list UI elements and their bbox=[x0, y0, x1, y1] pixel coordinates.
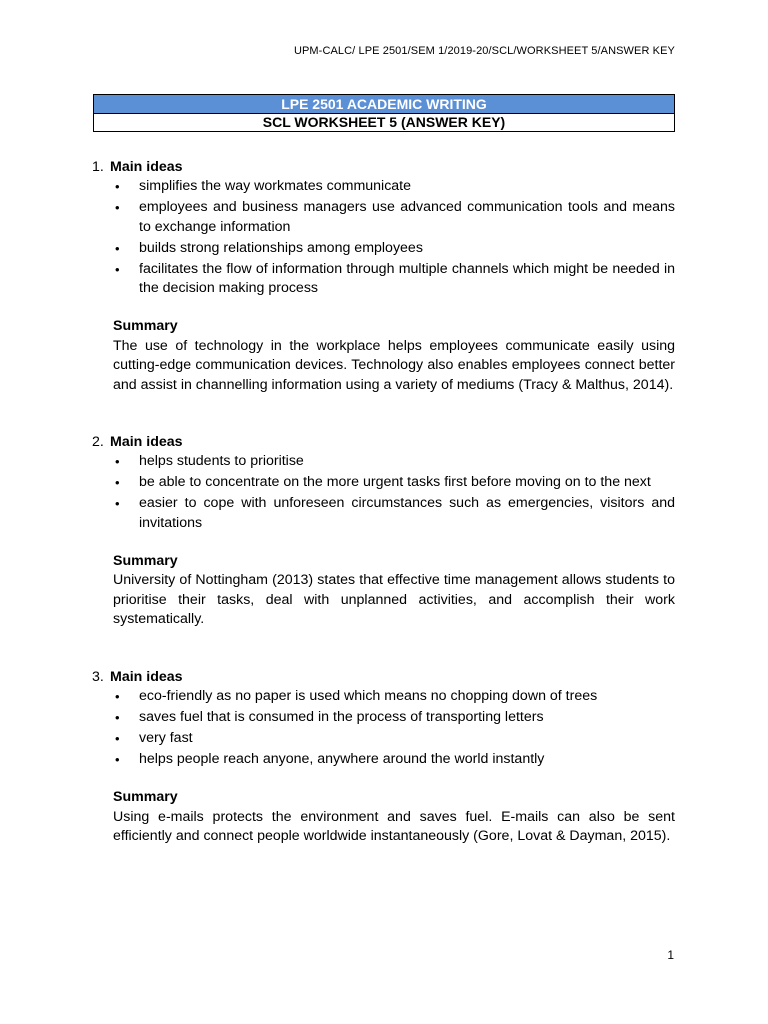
summary-heading: Summary bbox=[113, 789, 178, 806]
list-item bbox=[92, 260, 675, 299]
summary-heading: Summary bbox=[113, 553, 178, 569]
bullet-icon: • bbox=[115, 689, 120, 705]
section-heading bbox=[92, 668, 675, 687]
idea-text: builds strong relationships among employees bbox=[139, 239, 423, 256]
idea-text: saves fuel that is consumed in the process of transporting letters bbox=[139, 708, 544, 725]
bullet-icon: • bbox=[115, 240, 120, 256]
bullet-icon: • bbox=[115, 730, 120, 746]
section-3 bbox=[92, 668, 675, 847]
list-item bbox=[92, 687, 675, 706]
idea-text: simplifies the way workmates communicate bbox=[139, 178, 412, 195]
list-item bbox=[92, 494, 675, 533]
bullet-icon: • bbox=[115, 751, 120, 767]
section-number: 3. bbox=[92, 668, 104, 685]
section-2 bbox=[92, 433, 675, 630]
course-title: LPE 2501 ACADEMIC WRITING bbox=[94, 95, 674, 114]
bullet-icon: • bbox=[115, 261, 120, 277]
list-item bbox=[92, 239, 675, 258]
section-heading bbox=[92, 433, 675, 452]
section-number: 2. bbox=[92, 433, 104, 450]
list-item bbox=[92, 750, 675, 769]
idea-text: very fast bbox=[139, 729, 193, 746]
list-item bbox=[92, 729, 675, 748]
main-ideas-list bbox=[92, 177, 675, 298]
document-body bbox=[92, 158, 675, 884]
main-ideas-label: Main ideas bbox=[110, 668, 183, 685]
summary-text: University of Nottingham (2013) states that effective time management allows students to prioritise their tasks, deal with unplanned activities, and accomplish their work systematically. bbox=[113, 572, 675, 628]
idea-text: eco-friendly as no paper is used which means no chopping down of trees bbox=[139, 688, 598, 705]
list-item bbox=[92, 177, 675, 196]
list-item bbox=[92, 452, 675, 471]
bullet-icon: • bbox=[115, 179, 120, 195]
summary-text: Using e-mails protects the environment and saves fuel. E-mails can also be sent efficiently and connect people worldwide instantaneously (Gore, Lovat & Dayman, 2015). bbox=[113, 808, 675, 844]
idea-text: facilitates the flow of information through multiple channels which might be needed in the decision making process bbox=[139, 260, 675, 296]
bullet-icon: • bbox=[115, 454, 120, 470]
main-ideas-label: Main ideas bbox=[110, 433, 183, 450]
bullet-icon: • bbox=[115, 496, 120, 512]
list-item bbox=[92, 708, 675, 727]
bullet-icon: • bbox=[115, 709, 120, 725]
idea-text: easier to cope with unforeseen circumstances such as emergencies, visitors and invitations bbox=[139, 495, 675, 531]
title-table bbox=[93, 94, 675, 132]
idea-text: helps students to prioritise bbox=[139, 453, 304, 470]
section-number: 1. bbox=[92, 159, 104, 175]
worksheet-title: SCL WORKSHEET 5 (ANSWER KEY) bbox=[262, 114, 506, 130]
section-heading bbox=[92, 158, 675, 177]
idea-text: employees and business managers use advanced communication tools and means to exchange information bbox=[139, 199, 675, 235]
section-1 bbox=[92, 158, 675, 395]
summary-text: The use of technology in the workplace helps employees communicate easily using cutting-edge communication devices. Technology also enables employees connect better and assist in channelling information using a variety of mediums (Tracy & Malthus, 2014). bbox=[113, 337, 675, 393]
bullet-icon: • bbox=[115, 475, 120, 491]
idea-text: be able to concentrate on the more urgent tasks first before moving on to the next bbox=[139, 474, 651, 491]
page-number: 1 bbox=[667, 948, 674, 962]
idea-text: helps people reach anyone, anywhere around the world instantly bbox=[139, 750, 545, 767]
list-item bbox=[92, 473, 675, 492]
main-ideas-list bbox=[92, 687, 675, 769]
list-item bbox=[92, 198, 675, 237]
document-reference-header: UPM-CALC/ LPE 2501/SEM 1/2019-20/SCL/WORKSHEET 5/ANSWER KEY bbox=[293, 45, 675, 57]
main-ideas-label: Main ideas bbox=[110, 159, 183, 175]
bullet-icon: • bbox=[115, 200, 120, 216]
summary-heading: Summary bbox=[113, 318, 178, 335]
main-ideas-list bbox=[92, 452, 675, 533]
